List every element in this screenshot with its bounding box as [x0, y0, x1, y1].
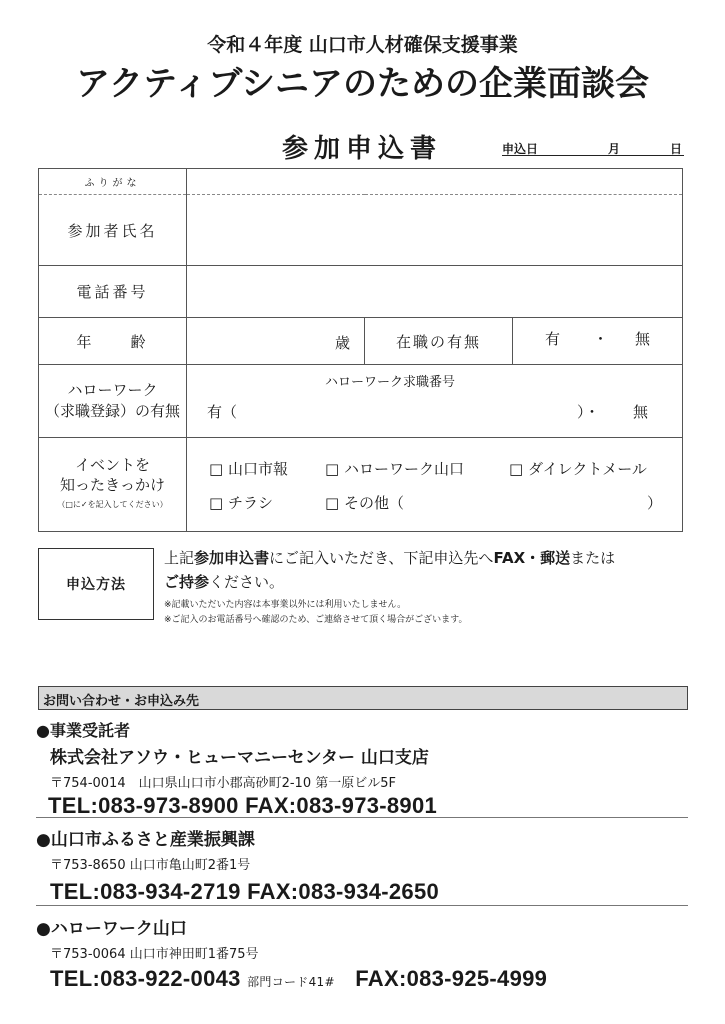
- day-label: 日: [670, 142, 683, 156]
- contact-numbers: [48, 793, 437, 819]
- method-label: 申込方法: [38, 548, 154, 620]
- form-title: 参加申込書: [282, 134, 443, 164]
- method-text-1b: 参加申込書: [194, 549, 270, 567]
- name-input[interactable]: [187, 195, 683, 266]
- address: 〒753-8650 山口市亀山町2番1号: [50, 858, 251, 873]
- application-date-field[interactable]: [502, 140, 684, 156]
- employed-choice[interactable]: [513, 318, 683, 365]
- hellowork-close: ）・: [577, 403, 600, 421]
- method-text-1c: にご記入いただき、下記申込先へ: [269, 549, 494, 567]
- hellowork-no[interactable]: 無: [633, 403, 649, 421]
- hellowork-number-label: ハローワーク求職番号: [325, 375, 456, 390]
- option-hellowork[interactable]: □ ハローワーク山口: [325, 460, 464, 478]
- method-text-2a: ご持参: [164, 573, 210, 591]
- month-label: 月: [608, 142, 621, 156]
- method-note-2: ※ご記入のお電話番号へ確認のため、ご連絡させて頂く場合がございます。: [164, 615, 468, 625]
- contact-numbers: [50, 879, 439, 905]
- employed-label: 在職の有無: [365, 318, 513, 365]
- method-text-2b: ください。: [209, 573, 285, 591]
- option-label: ダイレクトメール: [527, 460, 647, 478]
- method-text: [164, 546, 615, 594]
- organization-name: 株式会社アソウ・ヒューマニーセンター 山口支店: [50, 748, 429, 768]
- phone-label: 電話番号: [39, 266, 187, 318]
- option-label: チラシ: [227, 494, 273, 512]
- option-label: その他（: [343, 494, 404, 512]
- main-title: アクティブシニアのための企業面談会: [76, 64, 649, 104]
- employed-no[interactable]: 無: [635, 330, 651, 348]
- hellowork-label-line2: （求職登録）の有無: [44, 402, 180, 420]
- contact-header: お問い合わせ・お申込み先: [38, 686, 688, 710]
- event-label-note: （□に✓を記入してください）: [57, 499, 168, 509]
- name-label: 参加者氏名: [39, 195, 187, 266]
- tel-number[interactable]: TEL:083-934-2719: [50, 879, 241, 904]
- application-form-table: [38, 168, 683, 532]
- fax-number[interactable]: FAX:083-925-4999: [355, 966, 548, 991]
- hellowork-label: [39, 365, 187, 438]
- event-label-line1: イベントを: [74, 455, 150, 474]
- contact-section-hellowork: [36, 914, 547, 992]
- method-text-1a: 上記: [164, 549, 195, 567]
- age-input[interactable]: [187, 318, 365, 365]
- method-note-1: ※記載いただいた内容は本事業以外には利用いたしません。: [164, 600, 407, 610]
- fax-number[interactable]: FAX:083-973-8901: [245, 793, 438, 818]
- event-source-label: [39, 438, 187, 532]
- section-title: ●事業受託者: [36, 721, 130, 740]
- fax-number[interactable]: FAX:083-934-2650: [247, 879, 440, 904]
- phone-input[interactable]: [187, 266, 683, 318]
- option-flyer[interactable]: □ チラシ: [209, 494, 273, 512]
- contact-numbers: [50, 966, 547, 992]
- event-source-options: [187, 438, 683, 532]
- furigana-label: ふりがな: [39, 169, 187, 195]
- address: 〒754-0014 山口県山口市小郡高砂町2-10 第一原ビル5F: [50, 776, 396, 791]
- hellowork-yes[interactable]: 有（: [207, 403, 238, 421]
- option-label: ハローワーク山口: [343, 460, 464, 478]
- tel-number[interactable]: TEL:083-973-8900: [48, 793, 239, 818]
- section-title: ●山口市ふるさと産業振興課: [36, 830, 255, 850]
- divider: [36, 817, 688, 818]
- employed-separator: ・: [593, 330, 609, 348]
- method-text-1d: FAX・郵送: [493, 549, 571, 567]
- method-text-1e: または: [570, 549, 616, 567]
- option-label: 山口市報: [227, 460, 288, 478]
- event-label-line2: 知ったきっかけ: [59, 475, 165, 494]
- furigana-input[interactable]: [187, 169, 683, 195]
- age-unit: 歳: [334, 334, 350, 352]
- option-city-report[interactable]: □ 山口市報: [209, 460, 288, 478]
- hellowork-label-line1: ハローワーク: [67, 381, 158, 399]
- option-direct-mail[interactable]: □ ダイレクトメール: [509, 460, 647, 478]
- age-label: 年 齢: [39, 318, 187, 365]
- tel-number[interactable]: TEL:083-922-0043: [50, 966, 241, 991]
- contact-section-contractor: [36, 718, 437, 819]
- section-title: ●ハローワーク山口: [36, 919, 187, 939]
- department-code: 部門コード41#: [247, 975, 335, 989]
- option-other[interactable]: □ その他（: [325, 494, 404, 512]
- hellowork-number-input[interactable]: [187, 365, 683, 438]
- address: 〒753-0064 山口市神田町1番75号: [50, 947, 259, 962]
- employed-yes[interactable]: 有: [545, 330, 561, 348]
- contact-section-city: [36, 825, 439, 905]
- subtitle: 令和４年度 山口市人材確保支援事業: [207, 34, 518, 56]
- option-other-close: ）: [647, 494, 663, 512]
- date-label: 申込日: [502, 142, 539, 156]
- divider: [36, 905, 688, 906]
